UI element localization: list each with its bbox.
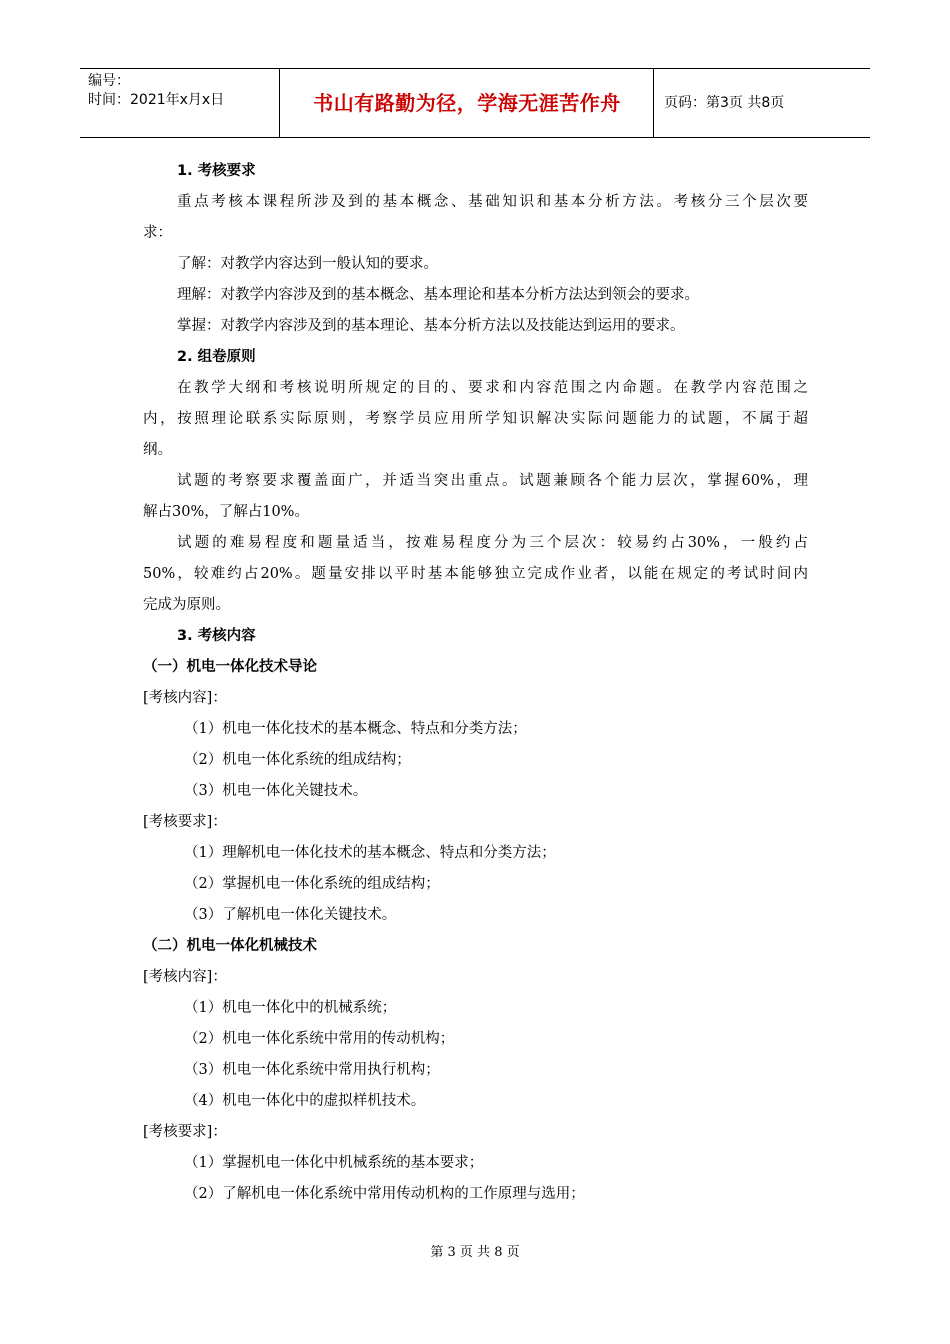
content-label: [考核内容]： (143, 969, 227, 985)
list-item: （1）理解机电一体化技术的基本概念、特点和分类方法； (184, 845, 556, 861)
content-label: [考核内容]： (143, 690, 227, 706)
paragraph-line: 纲。 (143, 442, 172, 458)
page-footer: 第 3 页 共 8 页 (430, 1245, 520, 1260)
list-item: （1）机电一体化中的机械系统； (184, 1000, 397, 1016)
list-item: （2）掌握机电一体化系统的组成结构； (184, 876, 440, 892)
requirement-label: [考核要求]： (143, 1124, 227, 1140)
paragraph-line: 掌握：对教学内容涉及到的基本理论、基本分析方法以及技能达到运用的要求。 (177, 318, 685, 334)
header-left-cell (80, 69, 280, 137)
paragraph-line: 试题的考察要求覆盖面广，并适当突出重点。试题兼顾各个能力层次，掌握60%，理 (177, 473, 808, 489)
paragraph-line: 50%，较难约占20%。题量安排以平时基本能够独立完成作业者，以能在规定的考试时间内 (143, 566, 808, 582)
paragraph-line: 解占30%，了解占10%。 (143, 504, 309, 520)
subsection-heading: （二）机电一体化机械技术 (143, 938, 317, 954)
paragraph-line: 理解：对教学内容涉及到的基本概念、基本理论和基本分析方法达到领会的要求。 (177, 287, 699, 303)
paragraph-line: 试题的难易程度和题量适当，按难易程度分为三个层次：较易约占30%，一般约占 (177, 535, 808, 551)
list-item: （2）了解机电一体化系统中常用传动机构的工作原理与选用； (184, 1186, 585, 1202)
list-item: （3）了解机电一体化关键技术。 (184, 907, 397, 923)
subsection-heading: （一）机电一体化技术导论 (143, 659, 317, 675)
list-item: （3）机电一体化系统中常用执行机构； (184, 1062, 440, 1078)
paragraph-line: 在教学大纲和考核说明所规定的目的、要求和内容范围之内命题。在教学内容范围之 (177, 380, 808, 396)
document-body (143, 156, 808, 1210)
section-heading-2: 2. 组卷原则 (177, 349, 256, 365)
header-motto: 书山有路勤为径，学海无涯苦作舟 (281, 69, 654, 137)
list-item: （2）机电一体化系统的组成结构； (184, 752, 411, 768)
list-item: （4）机电一体化中的虚拟样机技术。 (184, 1093, 426, 1109)
requirement-label: [考核要求]： (143, 814, 227, 830)
number-label: 编号： (88, 73, 130, 89)
section-heading-1: 1. 考核要求 (177, 163, 256, 179)
date-label: 时间：2021年x月x日 (88, 92, 225, 108)
page-header (80, 68, 870, 138)
list-item: （3）机电一体化关键技术。 (184, 783, 368, 799)
header-page-info: 页码：第3页 共8页 (664, 95, 785, 111)
paragraph-line: 了解：对教学内容达到一般认知的要求。 (177, 256, 438, 272)
list-item: （2）机电一体化系统中常用的传动机构； (184, 1031, 455, 1047)
paragraph-line: 完成为原则。 (143, 597, 230, 613)
list-item: （1）掌握机电一体化中机械系统的基本要求； (184, 1155, 484, 1171)
paragraph-line: 重点考核本课程所涉及到的基本概念、基础知识和基本分析方法。考核分三个层次要 (177, 194, 808, 210)
list-item: （1）机电一体化技术的基本概念、特点和分类方法； (184, 721, 527, 737)
section-heading-3: 3. 考核内容 (177, 628, 256, 644)
paragraph-line: 内，按照理论联系实际原则，考察学员应用所学知识解决实际问题能力的试题，不属于超 (143, 411, 808, 427)
paragraph-line: 求： (143, 225, 172, 241)
